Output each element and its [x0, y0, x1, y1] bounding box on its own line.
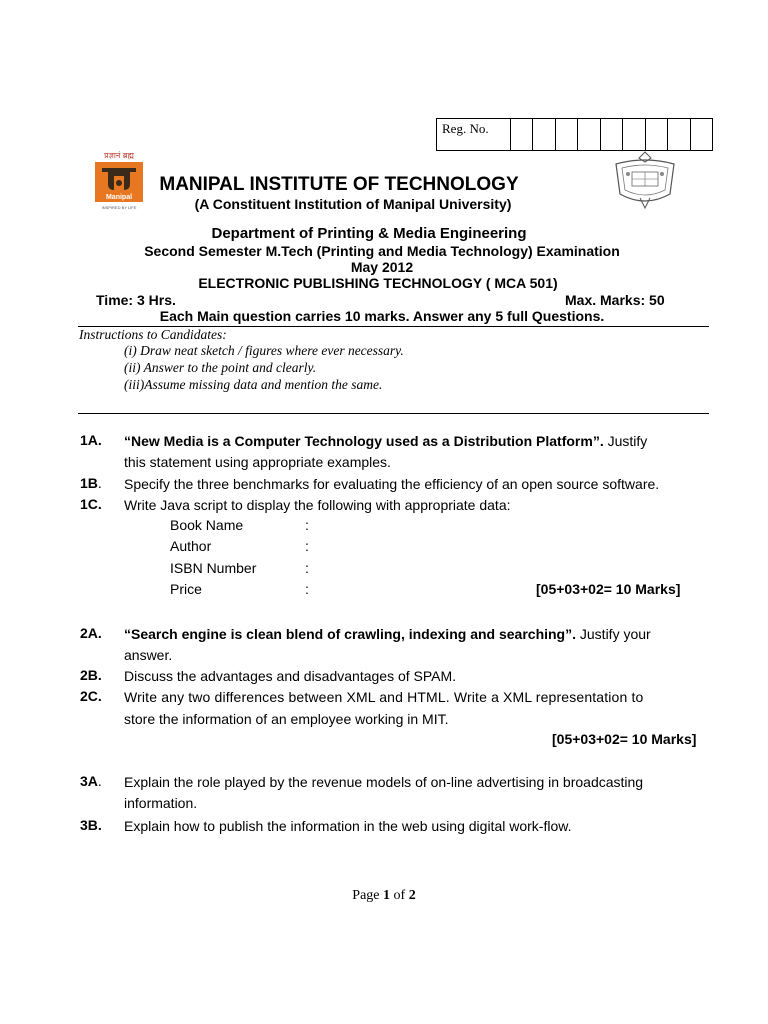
- question-number: 2C.: [80, 688, 102, 704]
- question-number-text: 3A: [80, 773, 98, 789]
- course-title: ELECTRONIC PUBLISHING TECHNOLOGY ( MCA 501): [198, 275, 558, 291]
- question-text: Explain how to publish the information in the web using digital work-flow.: [124, 818, 572, 834]
- question-number-text: 1B: [80, 475, 98, 491]
- table-field-label: ISBN Number: [170, 560, 257, 576]
- marks-breakdown: [05+03+02= 10 Marks]: [552, 731, 697, 747]
- question-number: 1A.: [80, 432, 102, 448]
- question-text: information.: [124, 795, 198, 811]
- question-emphasis: “New Media is a Computer Technology used as a Distribution Platform”.: [124, 433, 604, 449]
- question-number: 2B.: [80, 667, 102, 683]
- question-text: [124, 624, 707, 646]
- time-label: Time: 3 Hrs.: [96, 292, 176, 308]
- table-field-label: Author: [170, 538, 212, 554]
- question-number: [80, 475, 102, 491]
- question-text: Write Java script to display the following with appropriate data:: [124, 497, 511, 513]
- reg-no-label: Reg. No.: [437, 119, 511, 150]
- page-footer: [0, 888, 768, 904]
- divider: [78, 413, 709, 414]
- instruction-item: (ii) Answer to the point and clearly.: [124, 360, 317, 375]
- exam-date: May 2012: [350, 259, 414, 275]
- question-text: Specify the three benchmarks for evaluating the efficiency of an open source software.: [124, 476, 660, 492]
- logo-tagline: INSPIRED BY LIFE: [101, 205, 137, 210]
- institute-title: MANIPAL INSTITUTE OF TECHNOLOGY: [159, 174, 519, 195]
- table-field-sep: :: [305, 560, 309, 576]
- reg-no-cell: [623, 119, 645, 150]
- question-text: Write any two differences between XML and HTML. Write a XML representation to: [124, 689, 644, 705]
- department-title: Department of Printing & Media Engineering: [211, 225, 527, 242]
- question-text: store the information of an employee working in MIT.: [124, 711, 449, 727]
- each-question-note: Each Main question carries 10 marks. Answer any 5 full Questions.: [159, 308, 605, 324]
- question-number: 1C.: [80, 496, 102, 512]
- max-marks-label: Max. Marks: 50: [565, 292, 665, 308]
- reg-no-cell: [511, 119, 533, 150]
- instruction-item: (iii)Assume missing data and mention the same.: [124, 377, 383, 392]
- question-text-rest: Justify: [603, 433, 648, 449]
- logo-motto: प्रज्ञानं ब्रह्म: [104, 151, 134, 160]
- table-field-sep: :: [305, 538, 309, 554]
- reg-no-cell: [578, 119, 600, 150]
- instructions-heading: Instructions to Candidates:: [79, 327, 227, 342]
- question-text: Discuss the advantages and disadvantages of SPAM.: [124, 668, 457, 684]
- logo-name: Manipal: [105, 194, 133, 201]
- question-text: this statement using appropriate examples.: [124, 454, 391, 470]
- table-field-label: Price: [170, 581, 202, 597]
- question-number: [80, 773, 102, 789]
- question-number: 3B.: [80, 817, 102, 833]
- question-emphasis: “Search engine is clean blend of crawling, indexing and searching”.: [124, 626, 576, 642]
- constituent-subtitle: (A Constituent Institution of Manipal University): [194, 196, 512, 212]
- question-number: 2A.: [80, 625, 102, 641]
- reg-no-cell: [533, 119, 555, 150]
- question-text: answer.: [124, 647, 173, 663]
- footer-prefix: Page: [352, 888, 384, 903]
- exam-title: Second Semester M.Tech (Printing and Media Technology) Examination: [144, 243, 620, 259]
- question-text-rest: Justify your: [576, 626, 651, 642]
- question-number-dot: .: [97, 475, 102, 491]
- reg-no-cell: [668, 119, 690, 150]
- marks-breakdown: [05+03+02= 10 Marks]: [536, 581, 681, 597]
- reg-no-cell: [646, 119, 668, 150]
- instruction-item: (i) Draw neat sketch / figures where ever necessary.: [124, 343, 404, 358]
- reg-no-cell: [691, 119, 712, 150]
- footer-of: of: [390, 888, 409, 903]
- question-text: [124, 431, 707, 453]
- reg-no-cell: [556, 119, 578, 150]
- table-field-sep: :: [305, 517, 309, 533]
- footer-page-number: 1: [383, 888, 391, 903]
- reg-no-cell: [601, 119, 623, 150]
- table-field-label: Book Name: [170, 517, 244, 533]
- question-text: Explain the role played by the revenue models of on-line advertising in broadcasting: [124, 774, 644, 790]
- table-field-sep: :: [305, 581, 309, 597]
- question-number-dot: .: [97, 773, 102, 789]
- footer-page-total: 2: [408, 888, 416, 903]
- reg-no-box: [436, 118, 713, 151]
